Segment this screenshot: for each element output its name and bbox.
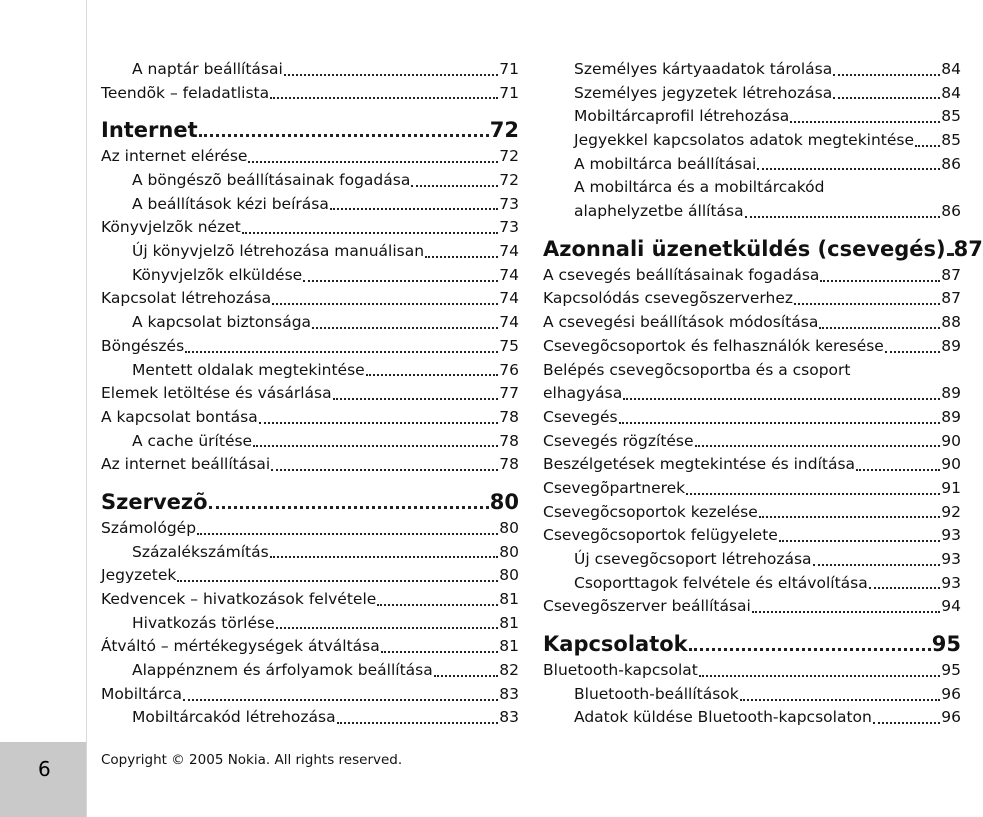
section-page-number: 80 [489,490,519,514]
toc-entry[interactable] [543,58,961,82]
dot-leader [779,540,940,542]
toc-entry[interactable] [101,707,519,731]
entry-title-last-line [543,200,961,224]
dot-leader [183,699,498,701]
dot-leader [177,580,498,582]
dot-leader [819,327,940,329]
toc-entry[interactable] [101,382,519,406]
dot-leader [794,303,940,305]
entry-page-number: 93 [941,526,961,545]
entry-page-number: 89 [941,336,961,355]
entry-title: Hivatkozás törlése [132,613,275,632]
toc-entry[interactable] [101,193,519,217]
toc-entry[interactable] [543,477,961,501]
dot-leader [885,351,940,353]
toc-entry[interactable] [101,145,519,169]
dot-leader [623,398,940,400]
entry-page-number: 81 [499,613,519,632]
toc-section-heading[interactable] [101,477,519,517]
toc-entry[interactable] [101,635,519,659]
toc-entry[interactable] [101,169,519,193]
entry-title-line: A mobiltárca és a mobiltárcakód [574,178,825,197]
entry-page-number: 94 [941,597,961,616]
entry-title: Bluetooth-kapcsolat [543,661,698,680]
entry-title: Személyes jegyzetek létrehozása [574,83,833,102]
dot-leader [312,327,498,329]
entry-title: Új könyvjelzõ létrehozása manuálisan [132,242,425,261]
entry-page-number: 83 [499,708,519,727]
toc-entry[interactable] [543,572,961,596]
toc-entry[interactable] [543,707,961,731]
toc-entry[interactable] [543,264,961,288]
dot-leader [276,627,499,629]
entry-page-number: 84 [941,83,961,102]
toc-entry[interactable] [543,335,961,359]
entry-page-number: 81 [499,637,519,656]
toc-entry[interactable] [543,105,961,129]
dot-leader [813,564,941,566]
copyright-footer: Copyright © 2005 Nokia. All rights reserved. [101,752,403,768]
entry-title: Csoporttagok felvétele és eltávolítása [574,573,868,592]
entry-title: Csevegõszerver beállításai [543,597,751,616]
entry-title: Mobiltárcakód létrehozása [132,708,336,727]
entry-page-number: 76 [499,360,519,379]
entry-page-number: 74 [499,313,519,332]
toc-section-heading[interactable] [101,105,519,145]
toc-entry[interactable] [101,58,519,82]
entry-title: Az internet beállításai [101,455,271,474]
dot-leader [199,134,489,137]
toc-entry[interactable] [101,288,519,312]
section-page-number: 87 [953,236,983,261]
entry-page-number: 81 [499,590,519,609]
toc-entry[interactable] [543,129,961,153]
section-title: Szervezõ [101,490,208,514]
dot-leader [699,675,940,677]
entry-title: Csevegés rögzítése [543,431,694,450]
entry-title: Jegyzetek [101,566,177,585]
dot-leader [242,232,498,234]
entry-title: Az internet elérése [101,147,248,166]
entry-page-number: 89 [941,384,961,403]
toc-entry[interactable] [101,683,519,707]
entry-title: Teendõk – feladatlista [101,83,270,102]
section-title: Internet [101,118,198,143]
dot-leader [337,722,499,724]
entry-page-number: 80 [499,542,519,561]
entry-title: Százalékszámítás [132,542,269,561]
dot-leader [686,493,940,495]
entry-page-number: 82 [499,661,519,680]
entry-page-number: 86 [941,154,961,173]
entry-title: Könyvjelzõk nézet [101,218,241,237]
entry-title: Könyvjelzõk elküldése [132,265,303,284]
entry-title: Csevegõcsoportok felügyelete [543,526,778,545]
dot-leader [869,587,941,589]
dot-leader [689,648,931,651]
dot-leader [833,74,940,76]
entry-page-number: 87 [941,289,961,308]
toc-entry[interactable] [543,176,961,223]
toc-entry[interactable] [543,683,961,707]
entry-title: A böngészõ beállításainak fogadása [132,171,411,190]
dot-leader [333,398,499,400]
entry-title: Beszélgetések megtekintése és indítása [543,455,856,474]
entry-title: Böngészés [101,336,185,355]
dot-leader [303,280,498,282]
entry-title: Csevegõcsoportok kezelése [543,502,758,521]
dot-leader [253,445,498,447]
toc-right-column [543,58,983,730]
entry-title: Elemek letöltése és vásárlása [101,384,332,403]
entry-title: Új csevegõcsoport létrehozása [574,550,812,569]
entry-title: A csevegés beállításainak fogadása [543,265,820,284]
dot-leader [759,516,940,518]
toc-entry[interactable] [543,548,961,572]
entry-title: Kapcsolódás csevegõszerverhez [543,289,794,308]
dot-leader [740,699,941,701]
entry-page-number: 72 [499,147,519,166]
entry-page-number: 72 [499,171,519,190]
dot-leader [366,374,499,376]
toc-entry[interactable] [543,430,961,454]
section-title: Azonnali üzenetküldés (csevegés) [543,236,946,261]
entry-title: Bluetooth-beállítások [574,684,739,703]
entry-page-number: 89 [941,407,961,426]
toc-section-heading[interactable] [543,619,961,659]
toc-entry[interactable] [543,659,961,683]
entry-page-number: 93 [941,573,961,592]
dot-leader [272,303,498,305]
entry-title: A cache ürítése [132,431,253,450]
toc-entry[interactable] [101,216,519,240]
dot-leader [330,208,498,210]
dot-leader [873,722,940,724]
entry-title: Alappénznem és árfolyamok beállítása [132,661,433,680]
toc-entry[interactable] [543,359,961,406]
entry-title: elhagyása [543,384,623,403]
toc-entry[interactable] [101,82,519,106]
entry-page-number: 80 [499,518,519,537]
dot-leader [284,74,498,76]
entry-title: A kapcsolat bontása [101,407,258,426]
toc-entry[interactable] [543,311,961,335]
toc-section-heading[interactable] [543,224,983,264]
toc-entry[interactable] [101,453,519,477]
entry-page-number: 85 [941,107,961,126]
entry-page-number: 71 [499,83,519,102]
entry-title: Mentett oldalak megtekintése [132,360,365,379]
dot-leader [248,161,498,163]
toc-entry[interactable] [101,517,519,541]
dot-leader [270,556,499,558]
toc-entry[interactable] [543,82,961,106]
entry-page-number: 96 [941,684,961,703]
entry-page-number: 92 [941,502,961,521]
entry-title: Átváltó – mértékegységek átváltása [101,637,380,656]
dot-leader [425,256,498,258]
toc-entry[interactable] [101,430,519,454]
entry-title: A beállítások kézi beírása [132,194,329,213]
entry-title: Adatok küldése Bluetooth-kapcsolaton [574,708,872,727]
entry-page-number: 74 [499,242,519,261]
dot-leader [820,280,940,282]
toc-entry[interactable] [101,311,519,335]
dot-leader [197,533,498,535]
dot-leader [757,168,940,170]
entry-page-number: 80 [499,566,519,585]
toc-entry[interactable] [543,501,961,525]
dot-leader [947,253,953,256]
dot-leader [270,97,498,99]
entry-page-number: 78 [499,455,519,474]
section-page-number: 95 [931,632,961,657]
entry-page-number: 83 [499,684,519,703]
dot-leader [752,611,940,613]
toc-entry[interactable] [101,335,519,359]
toc-entry[interactable] [101,659,519,683]
entry-page-number: 95 [941,661,961,680]
entry-page-number: 78 [499,407,519,426]
entry-title: Csevegõcsoportok és felhasználók keresése [543,336,884,355]
entry-page-number: 73 [499,194,519,213]
entry-page-number: 77 [499,384,519,403]
entry-page-number: 90 [941,455,961,474]
entry-title: Számológép [101,518,197,537]
toc-entry[interactable] [543,595,961,619]
dot-leader [856,469,940,471]
dot-leader [185,351,498,353]
dot-leader [915,145,940,147]
entry-title: A naptár beállításai [132,59,283,78]
dot-leader [271,469,498,471]
entry-page-number: 74 [499,265,519,284]
entry-page-number: 87 [941,265,961,284]
toc-entry[interactable] [101,541,519,565]
dot-leader [745,216,941,218]
entry-title: Mobiltárcaprofil létrehozása [574,107,790,126]
entry-title: Személyes kártyaadatok tárolása [574,59,833,78]
entry-page-number: 86 [941,202,961,221]
entry-title: Csevegõpartnerek [543,478,686,497]
dot-leader [619,422,941,424]
dot-leader [695,445,941,447]
entry-title-line: Belépés csevegõcsoportba és a csoport [543,360,851,379]
entry-page-number: 73 [499,218,519,237]
entry-title: Csevegés [543,407,618,426]
dot-leader [790,121,940,123]
toc-left-column [101,58,519,730]
entry-page-number: 96 [941,708,961,727]
entry-title: Kedvencek – hivatkozások felvétele [101,590,377,609]
toc-entry[interactable] [101,240,519,264]
toc-entry[interactable] [543,153,961,177]
toc-entry[interactable] [543,524,961,548]
entry-title: A mobiltárca beállításai [574,154,757,173]
page-margin-band [0,0,87,817]
entry-title: Kapcsolat létrehozása [101,289,272,308]
entry-page-number: 74 [499,289,519,308]
dot-leader [259,422,499,424]
toc-entry[interactable] [101,264,519,288]
entry-page-number: 90 [941,431,961,450]
entry-title-last-line [543,382,961,406]
section-page-number: 72 [489,118,519,143]
entry-page-number: 84 [941,59,961,78]
toc-entry[interactable] [101,359,519,383]
toc-entry[interactable] [543,288,961,312]
dot-leader [434,675,499,677]
toc-entry[interactable] [101,406,519,430]
dot-leader [209,506,489,509]
entry-title: Jegyekkel kapcsolatos adatok megtekintése [574,131,915,150]
entry-page-number: 78 [499,431,519,450]
entry-page-number: 75 [499,336,519,355]
entry-page-number: 93 [941,550,961,569]
toc-entry[interactable] [101,612,519,636]
toc-entry[interactable] [101,588,519,612]
entry-title: Mobiltárca [101,684,182,703]
page-number: 6 [38,757,51,781]
entry-title: A kapcsolat biztonsága [132,313,312,332]
dot-leader [833,97,940,99]
dot-leader [377,604,498,606]
entry-page-number: 91 [941,478,961,497]
entry-page-number: 71 [499,59,519,78]
section-title: Kapcsolatok [543,632,688,657]
entry-page-number: 85 [941,131,961,150]
dot-leader [381,651,499,653]
entry-page-number: 88 [941,313,961,332]
toc-entry[interactable] [543,406,961,430]
entry-title: alaphelyzetbe állítása [574,202,744,221]
toc-entry[interactable] [101,564,519,588]
dot-leader [411,185,498,187]
entry-title: A csevegési beállítások módosítása [543,313,819,332]
toc-entry[interactable] [543,453,961,477]
